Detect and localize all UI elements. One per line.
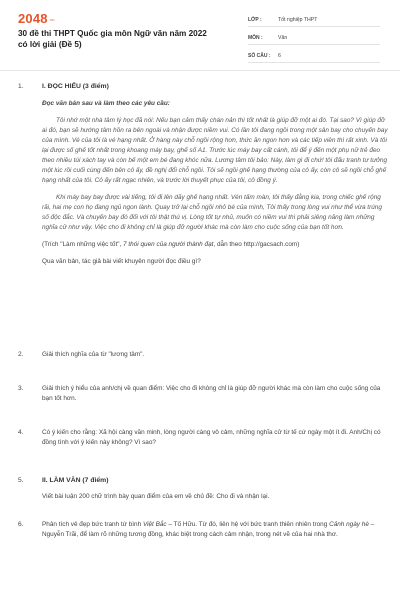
header-left	[18, 12, 218, 50]
section-title: II. LÀM VĂN (7 điểm)	[42, 477, 109, 484]
question-body	[42, 476, 388, 502]
question-body	[42, 82, 388, 267]
document-title: 30 đề thi THPT Quốc gia môn Ngữ văn năm 2022 có lời giải (Đề 5)	[18, 29, 207, 49]
text-part: – Tố Hữu. Từ đó, liên hệ với bức tranh thiên nhiên trong	[166, 521, 330, 528]
meta-table	[248, 14, 380, 63]
document-header	[0, 0, 400, 62]
question-number: 6.	[18, 521, 24, 528]
meta-value: Văn	[278, 35, 288, 41]
meta-value: 6	[278, 53, 281, 59]
question-text: Qua văn bản, tác giả bài viết khuyên người đọc điều gì?	[42, 258, 201, 265]
source-suffix: , dẫn theo http://gacsach.com)	[213, 241, 300, 248]
question-number: 2.	[18, 351, 24, 358]
question-number: 5.	[18, 477, 24, 484]
meta-row-subject	[248, 32, 380, 45]
meta-row-count	[248, 50, 380, 63]
passage-paragraph-2: Khi máy bay bay được vài tiếng, tôi đi lên dãy ghế hạng nhất. Vén tấm màn, tôi thấy đằng kia, trong chiếc ghế rộng rãi, hai mẹ con họ đang ngủ ngon lành. Quay trở lại chỗ ngồi nhỏ bé của mình, Tôi thấy trong lòng vui như thể vừa trúng số độc đắc. Và chuyến bay đó đối với tôi thật thú vị. Lòng tốt tự nhủ, muốn có niềm vui thì phải siêng năng làm những nghĩa cử như vậy. Việc cho đi không chỉ là giúp đỡ người khác mà còn làm cho cuộc sống của bạn tốt hơn.	[42, 194, 382, 231]
work-title: Cảnh ngày hè	[329, 521, 369, 528]
text-part: – Nguyễn Trãi, để làm rõ những tương đồng, khác biệt trong cách cảm nhận, trong nét vẽ của hai nhà thơ.	[42, 521, 375, 538]
question-text: Giải thích ý hiểu của anh/chị về quan điểm: Việc cho đi không chỉ là giúp đỡ người khác mà còn làm cho cuộc sống của bạn tốt hơn.	[42, 385, 381, 402]
meta-label: SỐ CÂU :	[248, 53, 271, 59]
passage-source	[42, 240, 388, 250]
site-logo[interactable]	[18, 12, 218, 26]
question-text	[42, 520, 388, 540]
question-text: Viết bài luận 200 chữ trình bày quan điểm của em về chủ đề: Cho đi và nhận lại.	[42, 493, 270, 500]
meta-label: LỚP :	[248, 17, 262, 23]
source-book: 7 thói quen của người thành đạt	[123, 241, 214, 248]
logo-suffix: .vn	[48, 16, 55, 22]
header-divider	[0, 70, 400, 71]
question-number: 4.	[18, 429, 24, 436]
meta-label: MÔN :	[248, 35, 263, 41]
passage-paragraph-1: Tôi nhớ một nhà tâm lý học đã nói: Nếu bạn cảm thấy chán nản thì tốt nhất là giúp đỡ một ai đó. Tại sao? Vì giúp đỡ ai đó, bạn sẽ hướng tâm hồn ra bên ngoài và nhận được niềm vui. Có lần tôi đang ngồi trong một sân bay cho chuyến bay của mình. Vé của tôi là vé hạng nhất. Ở hàng này chỗ ngồi rộng hơn, thức ăn ngon hơn và các tiếp viên thì rất xinh. Và tôi lại được số ghế tốt nhất trong khoang máy bay, ghế số A1. Trước lúc máy bay cất cánh, tôi để ý đến một phụ nữ trẻ đeo theo nhiều túi xách tay và còn bế một em bé đang khóc nữa. Lương tâm tôi bảo: Này, làm gì đi chứ! tôi đấu tranh tư tưởng một lúc rồi cuối cùng đến bên cô ấy, đề nghị đổi chỗ ngồi. Tôi sẽ ngồi ghế hạng thường của cô ấy, còn cô sẽ ngồi chỗ ghế hạng nhất của tôi. Cô ấy rất ngạc nhiên, và trước lời thuyết phục của tôi, cô đồng ý.	[42, 117, 388, 184]
work-title: Việt Bắc	[142, 521, 167, 528]
logo-main: 2048	[18, 11, 48, 26]
question-text: Có ý kiến cho rằng: Xã hội càng văn minh, lòng người càng vô cảm, những nghĩa cử từ tế cứ ngày một ít đi. Anh/Chị có đồng tình với ý kiến này không? Vì sao?	[42, 429, 381, 446]
source-prefix: (Trích "Làm những việc tốt",	[42, 241, 124, 248]
instruction-text: Đọc văn bản sau và làm theo các yêu cầu:	[42, 100, 170, 107]
question-number: 3.	[18, 385, 24, 392]
section-title: I. ĐỌC HIỂU (3 điểm)	[42, 83, 109, 90]
question-number: 1.	[18, 83, 24, 90]
meta-row-class	[248, 14, 380, 27]
meta-value: Tốt nghiệp THPT	[278, 17, 318, 23]
question-text: Giải thích nghĩa của từ "lương tâm".	[42, 351, 145, 358]
text-part: Phân tích vẻ đẹp bức tranh tứ bình	[42, 521, 143, 528]
